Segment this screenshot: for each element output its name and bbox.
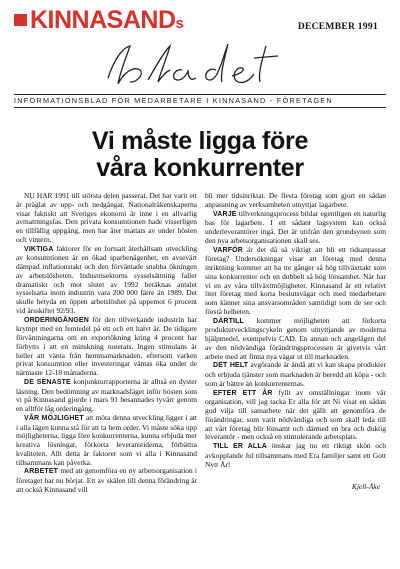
paragraph: VARFÖR är det då så viktigt att bli ett tidsanpassat företag? Undersökningar visar att företag med denna inriktning kommer att ha tre gånger så hög tillväxttakt som sina konkurrenter och en dubbelt så hög lönsamhet. När har vi en av våra tillväxtmöjligheter. Kinnasand är ett relativt litet företag med korta beslutsvägar och med medarbetare som känner sina ansvarsområden samtidigt som de ser och förstå helheten. xyxy=(205,244,387,316)
paragraph: ARBETET med att genomföra en ny arbetsorganisation i företaget har nu börjat. Ett av skälen till denna förändring är att också Kinnasand vill xyxy=(16,466,197,494)
paragraph: bli mer tidsinriktat. De flesta företag som gjort en sådan anpassning av verksamheten utnyttjar lagarbete. xyxy=(205,191,386,209)
masthead-rule-bottom xyxy=(14,107,386,108)
logo-mark xyxy=(14,14,27,26)
paragraph: TILL ER ALLA önskar jag nu ett riktigt skön och avkopplande Jul tillsammans med Era familjer samt ett Gott Nytt År! xyxy=(205,441,386,469)
paragraph: VIKTIGA faktorer för en fortsatt återhållsam utveckling av konsumtionen är en ökad sparbenägenhet, en avsevärt dämpad inflationstakt och den förväntade snabba ökningen av arbetslösheten. Industrisektorns sysselsättning faller dramatiskt och mot slutet av 1992 beräknas antalet sysselsatta inom industrin vara 200 000 färre än 1989. Det skulle betyda en öppen arbetslöshet på uppemot 6 procent vid årsskiftet 92/93. xyxy=(16,243,197,315)
signature: Kjell-Åke xyxy=(351,482,380,492)
article-column-left xyxy=(16,192,197,495)
logo: KINNASANDs xyxy=(30,6,184,34)
tagline: INFORMATIONSBLAD FÖR MEDARBETARE I KINNASAND - FÖRETAGEN xyxy=(14,96,333,105)
paragraph: VÅR MÖJLIGHET att möta denna utveckling ligger i att i alla lägen kunna stå för att ta hem order. Vi måste söka upp möjligheterna, ligga före konkurrenterna, kunna erbjuda mer kreativa lösningar, förkorta leveranstiderna, förbättra kvaliteten. Allt detta är faktorer som vi alla i Kinnasand tillsammans kan påverka. xyxy=(16,412,198,467)
paragraph: ORDERINGÅNGEN för den tillverkande industrin har krympt med en femtedel på ett och ett halvt år. De tidigare förväntningarna om en exportökning kring 4 procent har förbytts i att en minskning noterats. Ingen stimulans är heller att vänta från hemmamarknaden, eftersom varken privat konsumtion eller investeringar väntas öka under de närmaste 12-18 månaderna. xyxy=(16,314,198,377)
article-headline xyxy=(30,128,370,182)
masthead xyxy=(0,0,400,110)
masthead-rule-top xyxy=(14,94,386,95)
paragraph: DE SENASTE konjunkturrapporterna är alltså en dyster läsning. Den bedömning av marknadsläget inför hösten som vi på Kinnasand gjorde i mars 91 besannades tyvärr genom en alltför låg orderingång. xyxy=(16,376,198,413)
paragraph: NU HAR 1991 till största delen passerat. Det har varit ett år präglat av upp- och nedgångar. Nationalräkenskaperna visar faktiskt att Sveriges ekonomi är inne i en allvarlig avmattningsfas. Den privata konsumtionen hade visserligen en tillfällig uppgång, men har åter mattats av under hösten och vintern. xyxy=(16,191,197,244)
paragraph: EFTER ETT ÅR fyllt av omställningar inom vår organisation, vill jag tacka Er alla för att Ni visat en sådan god vilja till samarbete när det gällt att genomföra de förändringar, som varit nödvändiga och som skall leda till att vårt företag blir lönsamt och därmed en bra och duktig leverantör - men också en stimulerande arbetsplats. xyxy=(205,387,387,442)
paragraph: VARJE tillverkningsprocess bildar egentligen en naturlig bas för lagarbete. I ett sådant lagsystem kan också underleverantörer ingå. Det är utifrån den grundsynen som den nya arbetsorganisationen skall ses. xyxy=(205,208,387,245)
issue-date: DECEMBER 1991 xyxy=(297,22,378,32)
article-column-right xyxy=(205,192,386,492)
bladet-script-logo xyxy=(100,40,300,90)
paragraph: DET HELT avgörande är ändå att vi kan skapa produkter och erbjuda tjänster som marknaden är beredd att köpa - och som är bättre än konkurrenternas. xyxy=(205,360,387,388)
headline-line-1: Vi måste ligga före xyxy=(91,127,309,155)
paragraph: DÄRTILL kommer möjligheten att förkorta produktutvecklingscykeln genom utnyttjande av moderna hjälpmedel, exempelvis CAD. En annan och angelägen del av den nödvändiga förändringsprocessen är givetvis vårt arbete med att finna nya vägar ut till marknaden. xyxy=(205,315,387,361)
headline-line-2: våra konkurrenter xyxy=(96,154,304,182)
